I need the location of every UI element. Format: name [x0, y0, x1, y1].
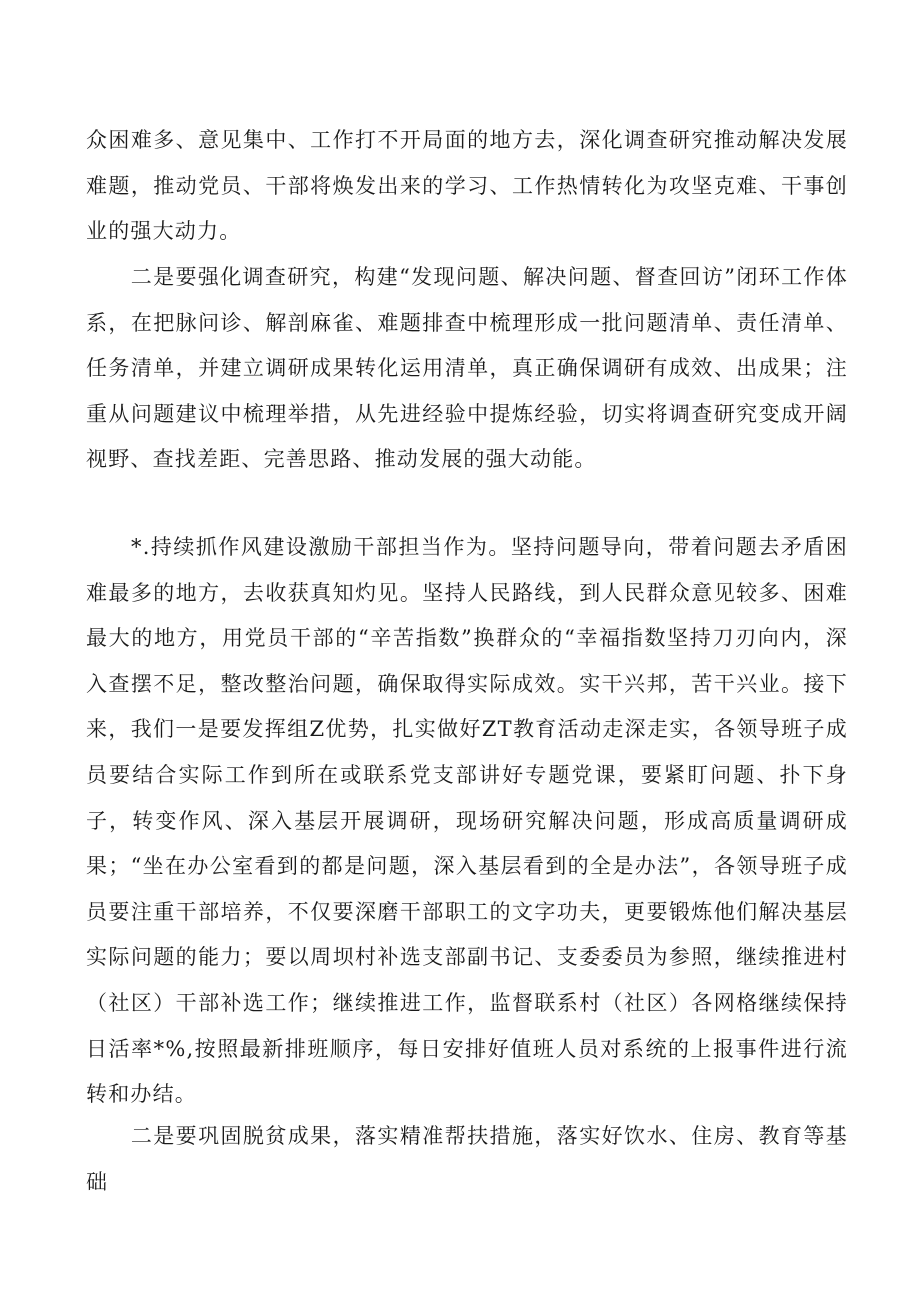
paragraph-research: 二是要强化调查研究，构建“发现问题、解决问题、督查回访”闭环工作体系，在把脉问诊、解剖麻雀、难题排查中梳理形成一批问题清单、责任清单、任务清单，并建立调研成果转化运用清单，真正确保调研有成效、出成果；注重从问题建议中梳理举措，从先进经验中提炼经验，切实将调查研究变成开阔视野、查找差距、完善思路、推动发展的强大动能。 [86, 265, 848, 472]
paragraph-work-style: *.持续抓作风建设激励干部担当作为。坚持问题导向，带着问题去矛盾困难最多的地方，去收获真知灼见。坚持人民路线，到人民群众意见较多、困难最大的地方，用党员干部的“辛苦指数”换群众的“幸福指数坚持刀刃向内，深入查摆不足，整改整治问题，确保取得实际成效。实干兴邦，苦干兴业。接下来，我们一是要发挥组Z优势，扎实做好ZT教育活动走深走实，各领导班子成员要结合实际工作到所在或联系党支部讲好专题党课，要紧盯问题、扑下身子，转变作风、深入基层开展调研，现场研究解决问题，形成高质量调研成果；“坐在办公室看到的都是问题，深入基层看到的全是办法”，各领导班子成员要注重干部培养，不仅要深磨干部职工的文字功夫，更要锻炼他们解决基层实际问题的能力；要以周坝村补选支部副书记、支委委员为参照，继续推进村（社区）干部补选工作；继续推进工作，监督联系村（社区）各网格继续保持日活率*%,按照最新排班顺序，每日安排好值班人员对系统的上报事件进行流转和办结。 [86, 535, 848, 1107]
paragraph-continuation: 众困难多、意见集中、工作打不开局面的地方去，深化调查研究推动解决发展难题，推动党员、干部将焕发出来的学习、工作热情转化为攻坚克难、干事创业的强大动力。 [86, 128, 848, 244]
paragraph-poverty: 二是要巩固脱贫成果，落实精准帮扶措施，落实好饮水、住房、教育等基础 [86, 1124, 848, 1194]
